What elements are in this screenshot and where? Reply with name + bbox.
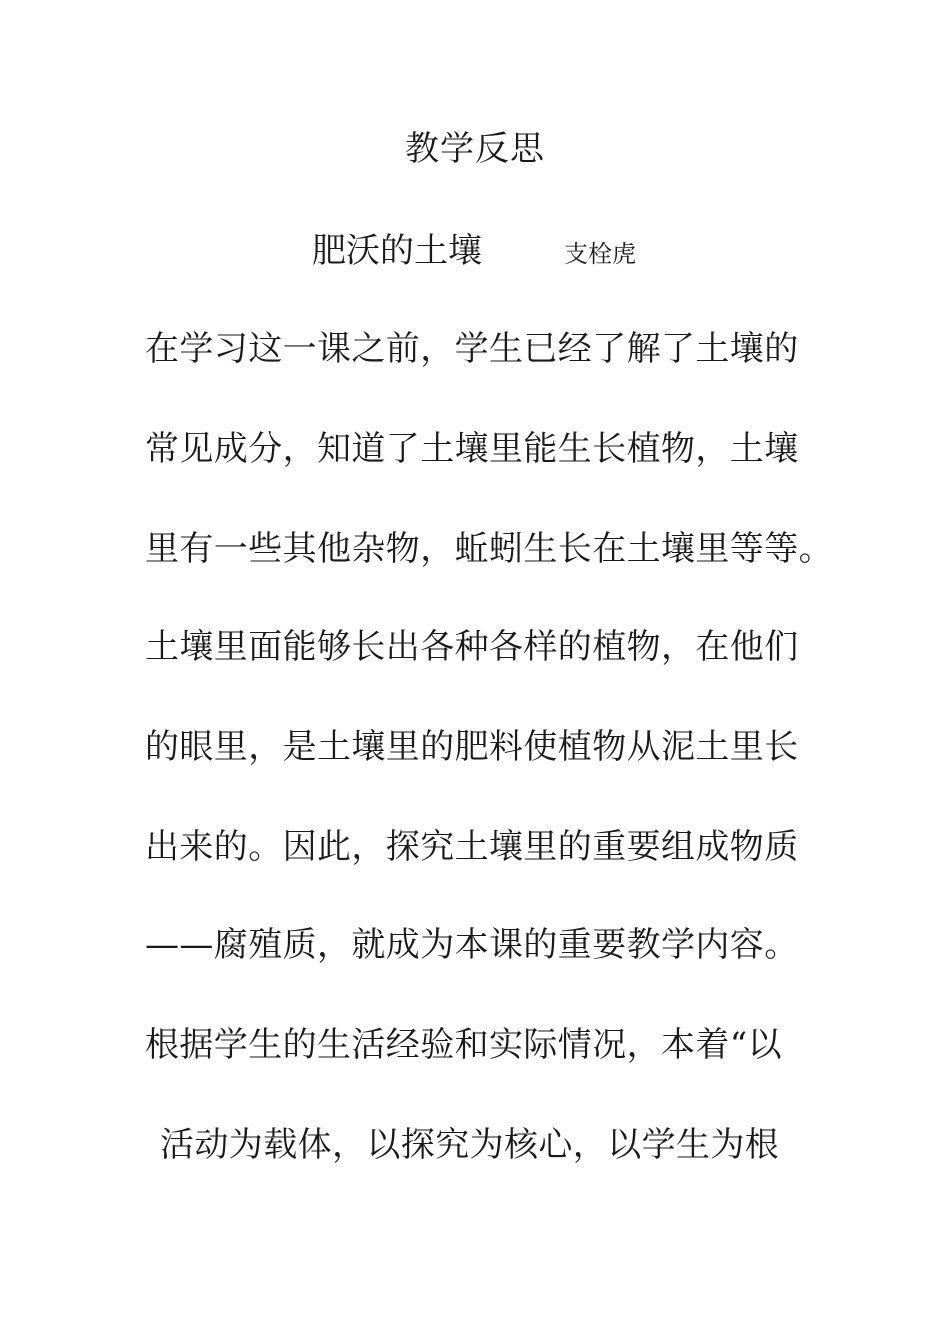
body-line: 根据学生的生活经验和实际情况，本着“以 — [145, 1025, 782, 1065]
document-title: 教学反思 — [405, 129, 545, 169]
body-line: 活动为载体，以探究为核心，以学生为根 — [160, 1125, 780, 1165]
body-line: 的眼里，是土壤里的肥料使植物从泥土里长 — [145, 727, 799, 767]
body-line: 在学习这一课之前，学生已经了解了土壤的 — [145, 329, 799, 369]
subtitle-row — [0, 226, 950, 276]
lesson-title: 肥沃的土壤 — [312, 231, 482, 271]
author-name: 支栓虎 — [564, 240, 636, 268]
body-line: 土壤里面能够长出各种各样的植物，在他们 — [145, 627, 799, 667]
body-line: ——腐殖质，就成为本课的重要教学内容。 — [145, 925, 799, 965]
body-line: 出来的。因此，探究土壤里的重要组成物质 — [145, 827, 799, 867]
body-line: 常见成分，知道了土壤里能生长植物，土壤 — [145, 429, 799, 469]
body-line: 里有一些其他杂物，蚯蚓生长在土壤里等等。 — [145, 529, 833, 569]
